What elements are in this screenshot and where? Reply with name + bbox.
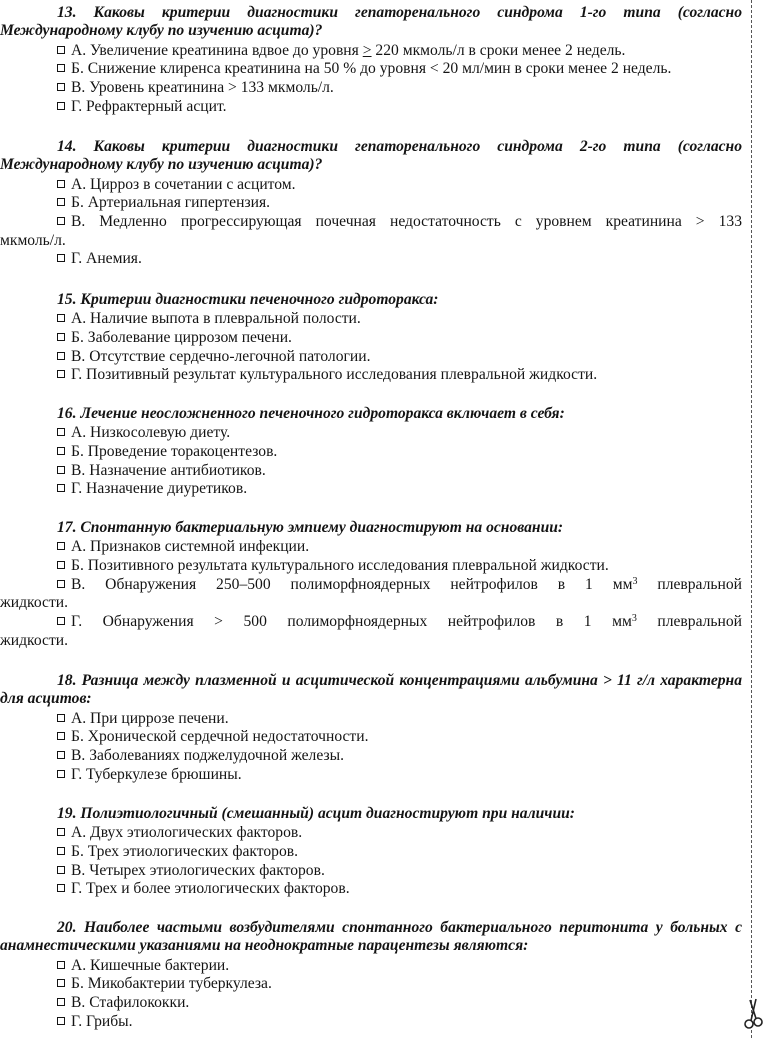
cut-line — [751, 0, 752, 1038]
question-title: 18. Разница между плазменной и асцитической концентрациями альбумина > 11 г/л характерна для асцитов: — [0, 672, 742, 708]
checkbox-icon[interactable] — [57, 866, 65, 874]
answer-option[interactable]: Г. Анемия. — [0, 250, 742, 269]
answer-option[interactable]: В. Четырех этиологических факторов. — [0, 862, 742, 881]
answer-option[interactable]: Г. Туберкулезе брюшины. — [0, 766, 742, 785]
checkbox-icon[interactable] — [57, 617, 65, 625]
answer-option[interactable]: В. Уровень креатинина > 133 мкмоль/л. — [0, 79, 742, 98]
answer-option[interactable]: Б. Снижение клиренса креатинина на 50 % до уровня < 20 мл/мин в сроки менее 2 недель. — [0, 60, 742, 79]
answer-option[interactable]: А. Увеличение креатинина вдвое до уровня > 220 мкмоль/л в сроки менее 2 недель. — [0, 42, 742, 61]
checkbox-icon[interactable] — [57, 561, 65, 569]
answer-option[interactable]: Г. Позитивный результат культурального исследования плевральной жидкости. — [0, 366, 742, 385]
checkbox-icon[interactable] — [57, 542, 65, 550]
answer-option[interactable]: Б. Хронической сердечной недостаточности. — [0, 728, 742, 747]
checkbox-icon[interactable] — [57, 428, 65, 436]
answer-option[interactable]: А. Кишечные бактерии. — [0, 957, 742, 976]
answer-option[interactable]: Г. Рефрактерный асцит. — [0, 98, 742, 117]
checkbox-icon[interactable] — [57, 466, 65, 474]
checkbox-icon[interactable] — [57, 180, 65, 188]
checkbox-icon[interactable] — [57, 83, 65, 91]
checkbox-icon[interactable] — [57, 979, 65, 987]
checkbox-icon[interactable] — [57, 884, 65, 892]
answer-option[interactable]: Г. Грибы. — [0, 1013, 742, 1032]
answer-option[interactable]: Б. Трех этиологических факторов. — [0, 843, 742, 862]
answer-option[interactable]: А. Двух этиологических факторов. — [0, 824, 742, 843]
answer-option[interactable]: В. Обнаружения 250–500 полиморфноядерных нейтрофилов в 1 $мм^3$ плевральной жидкости. — [0, 575, 742, 612]
question-20 — [0, 919, 742, 1031]
checkbox-icon[interactable] — [57, 64, 65, 72]
question-17 — [0, 519, 742, 651]
checkbox-icon[interactable] — [57, 714, 65, 722]
answer-option[interactable]: В. Назначение антибиотиков. — [0, 462, 742, 481]
checkbox-icon[interactable] — [57, 770, 65, 778]
answer-option[interactable]: Б. Микобактерии туберкулеза. — [0, 975, 742, 994]
checkbox-icon[interactable] — [57, 447, 65, 455]
answer-option[interactable]: Г. Назначение диуретиков. — [0, 480, 742, 499]
question-title: 15. Критерии диагностики печеночного гидроторакса: — [57, 291, 439, 308]
question-title: 14. Каковы критерии диагностики гепаторенального синдрома 2-го типа (согласно Международному клубу по изучению асцита)? — [0, 138, 742, 174]
checkbox-icon[interactable] — [57, 198, 65, 206]
question-19 — [0, 805, 742, 899]
checkbox-icon[interactable] — [57, 847, 65, 855]
answer-option[interactable]: В. Заболеваниях поджелудочной железы. — [0, 747, 742, 766]
question-15 — [0, 291, 742, 385]
checkbox-icon[interactable] — [57, 998, 65, 1006]
checkbox-icon[interactable] — [57, 961, 65, 969]
checkbox-icon[interactable] — [57, 1017, 65, 1025]
checkbox-icon[interactable] — [57, 370, 65, 378]
question-title: 17. Спонтанную бактериальную эмпиему диагностируют на основании: — [57, 519, 564, 536]
answer-option[interactable]: А. Цирроз в сочетании с асцитом. — [0, 176, 742, 195]
checkbox-icon[interactable] — [57, 352, 65, 360]
answer-option[interactable]: Б. Артериальная гипертензия. — [0, 194, 742, 213]
answer-option[interactable]: А. При циррозе печени. — [0, 710, 742, 729]
answer-option[interactable]: В. Стафилококки. — [0, 994, 742, 1013]
question-title: 19. Полиэтиологичный (смешанный) асцит диагностируют при наличии: — [57, 805, 575, 822]
answer-option[interactable]: Б. Проведение торакоцентезов. — [0, 443, 742, 462]
checkbox-icon[interactable] — [57, 254, 65, 262]
answer-option[interactable]: В. Медленно прогрессирующая почечная недостаточность с уровнем креатинина > 133 мкмоль/л. — [0, 213, 742, 249]
answer-option[interactable]: Г. Обнаружения > 500 полиморфноядерных нейтрофилов в 1 $мм^3$ плевральной жидкости. — [0, 613, 743, 649]
question-title: 16. Лечение неосложненного печеночного гидроторакса включает в себя: — [57, 405, 565, 422]
answer-option[interactable]: Б. Заболевание циррозом печени. — [0, 329, 742, 348]
question-16 — [0, 405, 742, 499]
checkbox-icon[interactable] — [57, 484, 65, 492]
question-title: 13. Каковы критерии диагностики гепаторенального синдрома 1-го типа (согласно Международному клубу по изучению асцита)? — [0, 4, 742, 40]
checkbox-icon[interactable] — [57, 828, 65, 836]
checkbox-icon[interactable] — [57, 46, 65, 54]
checkbox-icon[interactable] — [57, 732, 65, 740]
answer-option[interactable]: Б. Позитивного результата культурального исследования плевральной жидкости. — [0, 557, 742, 576]
answer-option[interactable]: А. Низкосолевую диету. — [0, 424, 742, 443]
answer-option[interactable]: А. Признаков системной инфекции. — [0, 538, 742, 557]
checkbox-icon[interactable] — [57, 217, 65, 225]
question-13 — [0, 4, 742, 116]
question-14 — [0, 138, 742, 269]
question-18 — [0, 672, 742, 784]
checkbox-icon[interactable] — [57, 580, 65, 588]
question-title: 20. Наиболее частыми возбудителями спонтанного бактериального перитонита у больных с анамнестическими указаниями на неоднократные парацентезы являются: — [0, 919, 742, 955]
scissors-icon — [742, 996, 764, 1030]
checkbox-icon[interactable] — [57, 102, 65, 110]
checkbox-icon[interactable] — [57, 333, 65, 341]
answer-option[interactable]: Г. Трех и более этиологических факторов. — [0, 880, 742, 899]
checkbox-icon[interactable] — [57, 751, 65, 759]
checkbox-icon[interactable] — [57, 314, 65, 322]
answer-option[interactable]: А. Наличие выпота в плевральной полости. — [0, 310, 742, 329]
answer-option[interactable]: В. Отсутствие сердечно-легочной патологии. — [0, 348, 742, 367]
